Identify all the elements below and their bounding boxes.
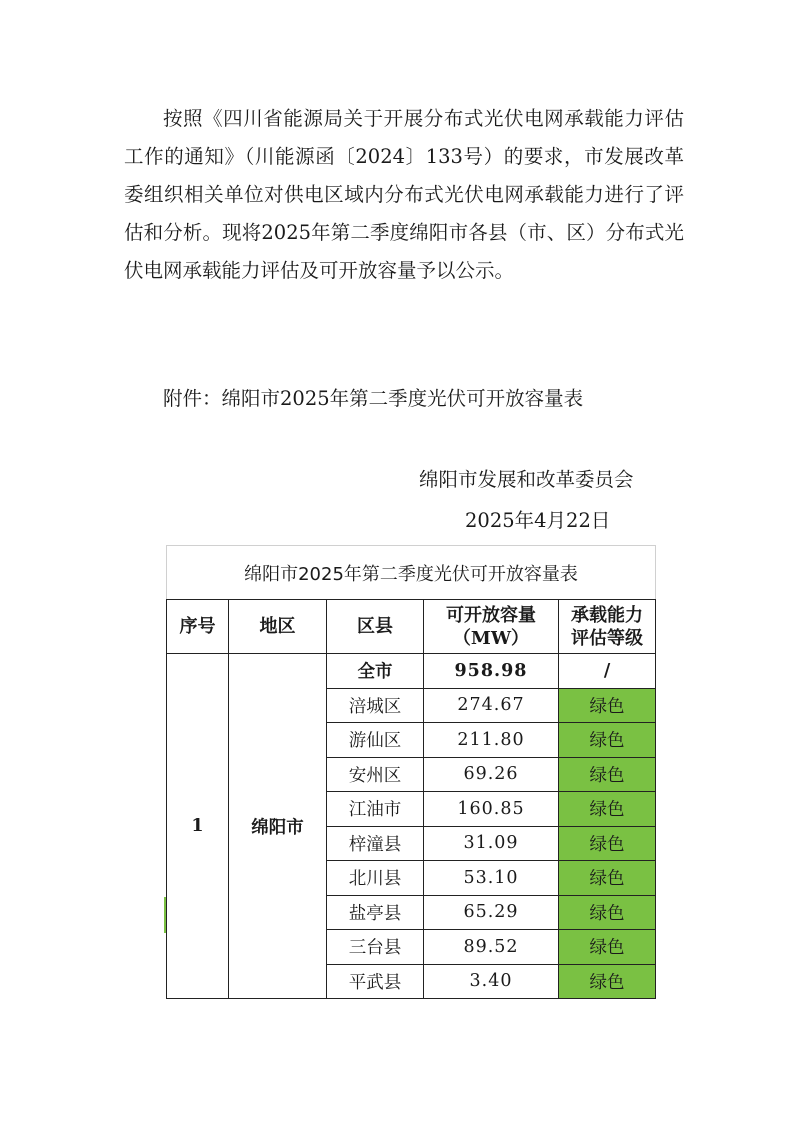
county-cell: 涪城区 bbox=[327, 688, 424, 723]
attachment-line: 附件：绵阳市2025年第二季度光伏可开放容量表 bbox=[163, 387, 584, 410]
grade-cell: 绿色 bbox=[559, 861, 656, 896]
region-cell: 绵阳市 bbox=[229, 654, 327, 999]
county-cell: 北川县 bbox=[327, 861, 424, 896]
cell-selection-mark bbox=[164, 897, 166, 933]
capacity-cell: 69.26 bbox=[424, 757, 559, 792]
grade-cell: 绿色 bbox=[559, 723, 656, 758]
header-capacity-line1: 可开放容量 bbox=[446, 604, 536, 626]
header-seq: 序号 bbox=[167, 600, 229, 654]
grade-cell: 绿色 bbox=[559, 964, 656, 999]
capacity-cell: 160.85 bbox=[424, 792, 559, 827]
capacity-table bbox=[166, 545, 656, 999]
total-capacity: 958.98 bbox=[424, 654, 559, 689]
notice-paragraph bbox=[124, 100, 684, 290]
county-cell: 三台县 bbox=[327, 930, 424, 965]
table-title: 绵阳市2025年第二季度光伏可开放容量表 bbox=[167, 546, 656, 600]
header-grade-line1: 承载能力 bbox=[571, 604, 644, 626]
county-cell: 盐亭县 bbox=[327, 895, 424, 930]
table-row-total bbox=[167, 654, 656, 689]
header-capacity-line2: （MW） bbox=[452, 627, 530, 649]
issue-date: 2025年4月22日 bbox=[465, 509, 611, 532]
capacity-cell: 89.52 bbox=[424, 930, 559, 965]
grade-cell: 绿色 bbox=[559, 930, 656, 965]
total-grade: / bbox=[559, 654, 656, 689]
header-grade-line2: 评估等级 bbox=[571, 627, 644, 649]
grade-cell: 绿色 bbox=[559, 895, 656, 930]
county-cell: 梓潼县 bbox=[327, 826, 424, 861]
capacity-cell: 31.09 bbox=[424, 826, 559, 861]
seq-cell: 1 bbox=[167, 654, 229, 999]
capacity-cell: 274.67 bbox=[424, 688, 559, 723]
total-county: 全市 bbox=[327, 654, 424, 689]
grade-cell: 绿色 bbox=[559, 757, 656, 792]
notice-paragraph-text: 按照《四川省能源局关于开展分布式光伏电网承载能力评估工作的通知》（川能源函〔2024〕133号）的要求，市发展改革委组织相关单位对供电区域内分布式光伏电网承载能力进行了评估和分析。现将2025年第二季度绵阳市各县（市、区）分布式光伏电网承载能力评估及可开放容量予以公示。 bbox=[124, 107, 684, 282]
header-county: 区县 bbox=[327, 600, 424, 654]
capacity-cell: 3.40 bbox=[424, 964, 559, 999]
capacity-cell: 65.29 bbox=[424, 895, 559, 930]
issuer-name: 绵阳市发展和改革委员会 bbox=[419, 468, 634, 491]
capacity-cell: 211.80 bbox=[424, 723, 559, 758]
county-cell: 平武县 bbox=[327, 964, 424, 999]
header-grade bbox=[559, 600, 656, 654]
grade-cell: 绿色 bbox=[559, 792, 656, 827]
capacity-cell: 53.10 bbox=[424, 861, 559, 896]
grade-cell: 绿色 bbox=[559, 688, 656, 723]
county-cell: 安州区 bbox=[327, 757, 424, 792]
table-header-row bbox=[167, 600, 656, 654]
header-region: 地区 bbox=[229, 600, 327, 654]
grade-cell: 绿色 bbox=[559, 826, 656, 861]
county-cell: 江油市 bbox=[327, 792, 424, 827]
header-capacity bbox=[424, 600, 559, 654]
county-cell: 游仙区 bbox=[327, 723, 424, 758]
